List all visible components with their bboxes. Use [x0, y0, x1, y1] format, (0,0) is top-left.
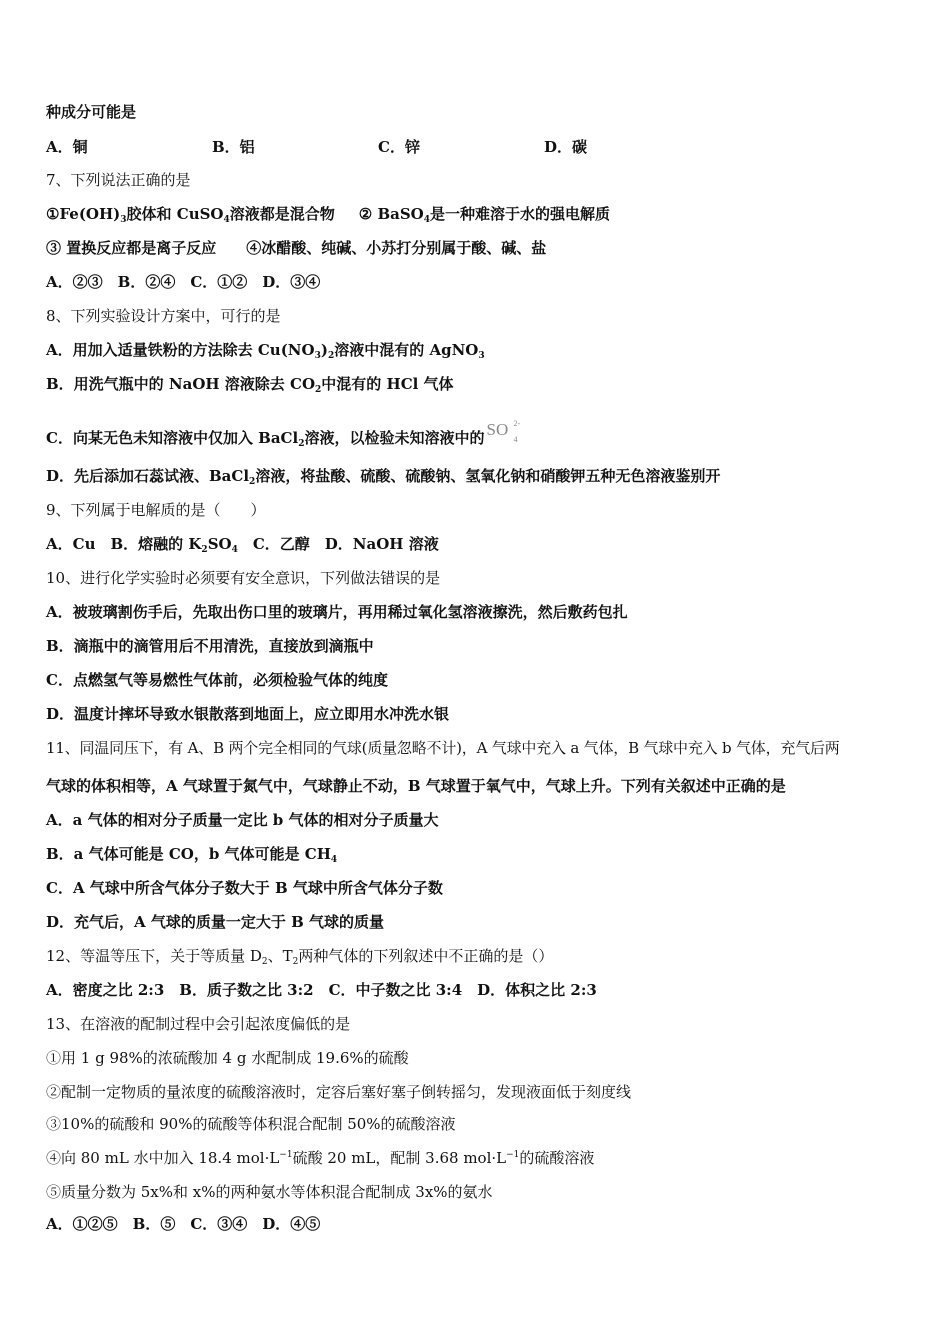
- q13-s4-text: 的硫酸溶液: [519, 1149, 595, 1167]
- q11-b-text: B．a 气体可能是 CO，b 气体可能是 CH: [46, 845, 331, 863]
- q7-s1-part: 胶体和 CuSO: [126, 205, 224, 223]
- q8-b-sub: 2: [315, 385, 322, 395]
- q13-s4-sup: −1: [279, 1150, 293, 1160]
- q9-options-text: SO: [207, 535, 232, 553]
- q11-stem-line-2: 气球的体积相等，A 气球置于氮气中，气球静止不动，B 气球置于氧气中，气球上升。下列有关叙述中正确的是: [46, 777, 786, 795]
- q9-options-text: C．乙醇 D．NaOH 溶液: [237, 535, 439, 553]
- q7-s1-sub: 3: [120, 215, 127, 225]
- q6-tail: 种成分可能是: [46, 103, 137, 121]
- q11-option-d: D．充气后，A 气球的质量一定大于 B 气球的质量: [46, 913, 384, 931]
- q13-statement-1: ①用 1 g 98%的浓硫酸加 4 g 水配制成 19.6%的硫酸: [46, 1049, 409, 1067]
- q11-option-a: A．a 气体的相对分子质量一定比 b 气体的相对分子质量大: [46, 811, 439, 829]
- sulfate-ion-formula: [486, 419, 521, 444]
- q13-statement-3: ③10%的硫酸和 90%的硫酸等体积混合配制 50%的硫酸溶液: [46, 1115, 456, 1133]
- sulfate-ion-symbol: SO: [486, 420, 509, 439]
- q11-option-b: [46, 844, 920, 864]
- q7-statements-1-2: [46, 204, 920, 224]
- q6-option-a: A．铜: [46, 138, 88, 156]
- q7-options: A．②③ B．②④ C．①② D．③④: [46, 273, 321, 291]
- q12-stem-text: 两种气体的下列叙述中不正确的是（）: [298, 947, 554, 965]
- q8-d-text: 溶液，将盐酸、硫酸、硫酸钠、氢氧化钠和硝酸钾五种无色溶液鉴别开: [255, 467, 721, 485]
- q10-option-d: D．温度计摔坏导致水银散落到地面上，应立即用水冲洗水银: [46, 705, 450, 723]
- q13-stem: 13、在溶液的配制过程中会引起浓度偏低的是: [46, 1015, 351, 1033]
- q11-stem-line-1: 11、同温同压下，有 A、B 两个完全相同的气球(质量忽略不计)，A 气球中充入 a 气体，B 气球中充入 b 气体，充气后两: [46, 739, 840, 757]
- q8-a-sub: 3: [478, 351, 485, 361]
- sulfate-ion-subscript: 4: [513, 435, 518, 444]
- q7-s1-part: ①Fe(OH): [46, 205, 121, 223]
- q8-c-sub: 2: [298, 439, 305, 449]
- q8-a-text: A．用加入适量铁粉的方法除去 Cu(NO: [46, 341, 315, 359]
- q8-c-text: C．向某无色未知溶液中仅加入 BaCl: [46, 429, 299, 447]
- q12-options: A．密度之比 2:3 B．质子数之比 3:2 C．中子数之比 3:4 D．体积之比 2:3: [46, 981, 597, 999]
- q8-option-b: [46, 374, 920, 394]
- q9-sub: 4: [231, 545, 238, 555]
- q8-a-text: 溶液中混有的 AgNO: [334, 341, 479, 359]
- q13-s4-sup: −1: [506, 1150, 520, 1160]
- q13-statement-2: ②配制一定物质的量浓度的硫酸溶液时，定容后塞好塞子倒转摇匀，发现液面低于刻度线: [46, 1083, 632, 1101]
- q8-option-a: [46, 340, 920, 360]
- q10-option-b: B．滴瓶中的滴管用后不用清洗，直接放到滴瓶中: [46, 637, 374, 655]
- q8-b-text: B．用洗气瓶中的 NaOH 溶液除去 CO: [46, 375, 316, 393]
- q7-s2-part: 是一种难溶于水的强电解质: [430, 205, 611, 223]
- q12-stem-text: 、T: [267, 947, 293, 965]
- q8-option-c: [46, 420, 920, 448]
- q8-d-text: D．先后添加石蕊试液、BaCl: [46, 467, 250, 485]
- q8-b-text: 中混有的 HCl 气体: [321, 375, 454, 393]
- q13-s4-text: ④向 80 mL 水中加入 18.4 mol·L: [46, 1149, 280, 1167]
- sulfate-ion-charge: 2-: [513, 419, 521, 428]
- q7-s2-sub: 4: [423, 215, 431, 225]
- q7-s3: ③ 置换反应都是离子反应: [46, 239, 217, 257]
- q7-statements-3-4: [46, 238, 920, 258]
- q10-option-c: C．点燃氢气等易燃性气体前，必须检验气体的纯度: [46, 671, 388, 689]
- q12-sub: 2: [292, 957, 299, 967]
- q9-options-text: A．Cu B．熔融的 K: [46, 535, 202, 553]
- q8-d-sub: 2: [249, 477, 256, 487]
- q12-stem-text: 12、等温等压下，关于等质量 D: [46, 947, 262, 965]
- q7-s1-part: 溶液都是混合物: [229, 205, 335, 223]
- q12-sub: 2: [261, 957, 268, 967]
- q7-s4: ④冰醋酸、纯碱、小苏打分别属于酸、碱、盐: [246, 239, 547, 257]
- q7-s2-part: ② BaSO: [358, 205, 424, 223]
- q8-a-text: ): [320, 341, 328, 359]
- q7-s1-sub: 4: [223, 215, 230, 225]
- q9-stem: 9、下列属于电解质的是（ ）: [46, 501, 266, 519]
- q13-statement-4: [46, 1148, 920, 1168]
- q11-option-c: C．A 气球中所含气体分子数大于 B 气球中所含气体分子数: [46, 879, 443, 897]
- q10-option-a: A．被玻璃割伤手后，先取出伤口里的玻璃片，再用稀过氧化氢溶液擦洗，然后敷药包扎: [46, 603, 628, 621]
- q10-stem: 10、进行化学实验时必须要有安全意识，下列做法错误的是: [46, 569, 441, 587]
- q13-s4-text: 硫酸 20 mL，配制 3.68 mol·L: [292, 1149, 507, 1167]
- q8-c-text: 溶液，以检验未知溶液中的: [304, 429, 485, 447]
- q8-stem: 8、下列实验设计方案中，可行的是: [46, 307, 281, 325]
- q13-options: A．①②⑤ B．⑤ C．③④ D．④⑤: [46, 1215, 321, 1233]
- q6-option-d: D．碳: [544, 138, 588, 156]
- q9-sub: 2: [201, 545, 208, 555]
- q13-statement-5: ⑤质量分数为 5x%和 x%的两种氨水等体积混合配制成 3x%的氨水: [46, 1183, 493, 1201]
- q8-option-d: [46, 466, 920, 486]
- q8-a-sub: 2: [327, 351, 335, 361]
- q6-option-c: C．锌: [378, 138, 420, 156]
- q8-a-sub: 3: [314, 351, 321, 361]
- q9-options: [46, 534, 920, 554]
- q7-stem: 7、下列说法正确的是: [46, 171, 191, 189]
- q6-option-b: B．铝: [212, 138, 255, 156]
- q11-b-sub: 4: [330, 855, 338, 865]
- q12-stem: [46, 946, 920, 966]
